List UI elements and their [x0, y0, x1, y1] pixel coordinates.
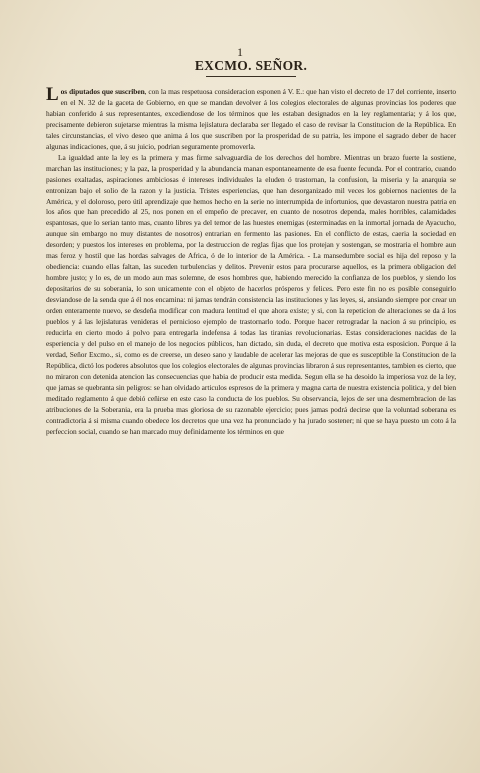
paragraph-2: La igualdad ante la ley es la primera y mas firme salvaguardia de los derechos del hombre. Mientras un brazo fuerte la sostiene, marchan las instituciones; y la paz, la prosperidad y la abundancia manan espontaneamente de esa fuente fecunda. Por el contrario, cuando pasiones exaltadas, aspiraciones ambiciosas é intereses individuales la eluden ó trastornan, la confusion, la miseria y la anarquia se entronizan bajo el solio de la razon y la justicia. Tristes esperiencias, que han desorganizado mil veces los gobiernos nacientes de la América, y el doloroso, pero útil aprendizaje que hemos hecho en la serie no interrumpida de infortunios, que devastaron nuestra patria en los años que han precedido al 25, nos ponen en el empeño de precaver, en cuanto de nosotros dependa, males horribles, calamidades espantosas, que lo serian tanto mas, cuanto libres ya del temor de las huestes enemigas (esterminadas en la inmortal jornada de Ayacucho, aunque sin embargo no muy distantes de nosotros) entrarian en fermento las pasiones. En el conflicto de estas, caeria la sociedad en desorden; y puestos los intereses en problema, por la destruccion de reglas fijas que los protejan y sostengan, se mostraria el hombre aun mas feroz y hostil que las hordas salvages de Africa, ó de lo interior de la América. - La mansedumbre social es hija del reposo y la obediencia: cuando ellas faltan, las suceden turbulencias y delitos. Prevenir estos para procurarse aquellos, es la primera obligacion del hombre justo; y lo es, de un modo aun mas solemne, de esos hombres que, habiendo merecido la confianza de los pueblos, y siendo los depositarios de su soberania, lo son unicamente con el objeto de hacerlos prósperos y felices. Pero este fin no es posible conseguirlo desviandose de la senda que á él nos encamina: ni jamas tendrán consistencia las instituciones y las leyes, si, ansiando siempre por crear un orden enteramente nuevo, se desdeña modificar con madura lentitud el que ahora existe; y si, con la repeticion de alteraciones se da á los pueblos y á las lejislaturas venideras el pernicioso ejemplo de trastornarlo todo. Porque hacer retrogradar la nacion á su principio, es reducirla en cierto modo á polvo para entregarla indefensa á todas las tiranias revolucionarias. Estas consideraciones nacidas de la esperiencia y del pulso en el manejo de los negocios públicos, han dictado, sin duda, el decreto que motiva esta esposicion. Porque á la verdad, Señor Excmo., si, como es de creerse, un deseo sano y laudable de acelerar las mejoras de que es susceptible la Constitucion de la República, dictó los poderes absolutos que los colegios electorales de algunas provincias libraron á sus representantes, tambien es cierto, que no miraron con detenida atencion las consecuencias que habia de producir esta medida. Segun ella se ha desoido la imperiosa voz de la ley, que jamas se quebranta sin peligros: se han olvidado articulos espresos de la primera y magna carta de nuestra existencia politica, y del bien meditado reglamento á que debió ceñirse en este caso la conducta de los pueblos. Su observancia, lejos de ser una desmembracion de las atribuciones de la Soberania, era la prueba mas gloriosa de su razonable ejercicio; pues jamas podrá decirse que la voluntad soberana es contradictoria á si misma cuando obedece los decretos que una vez ha pronunciado y ha jurado sostener; ni que se haya puesto un coto á la perfeccion social, cuando se han marcado muy definidamente los términos en que: [46, 152, 456, 436]
body-text: [46, 84, 456, 438]
page-heading: EXCMO. SEÑOR.: [194, 58, 308, 73]
heading-underline: [206, 76, 296, 77]
paragraph-1: [46, 84, 456, 153]
page-number: 1: [237, 45, 243, 59]
drop-cap: L: [46, 84, 59, 105]
paragraph-1-text: , con la mas respetuosa consideracion esponen á V. E.: que han visto el decreto de 17 del corriente, inserto en el N. 32 de la gaceta de Gobierno, en que se mandan devolver á los colegios electorales de algunas provincias los poderes que habian conferido á sus representantes, excediendose de los términos que les estaban designados en la ley reglamentaria; y á los que, precisamente debieron sujetarse mientras la misma lejislatura declaraba ser llegado el caso de revisar la Constitucion de la República. En tales circunstancias, el vivo deseo que anima á los que suscriben por la prosperidad de su patria, les impone el sagrado deber de hacer algunas indicaciones, que, á su juicio, podrian seguramente promoverla.: [46, 87, 456, 151]
lead-words: os diputados que suscriben: [60, 87, 145, 96]
